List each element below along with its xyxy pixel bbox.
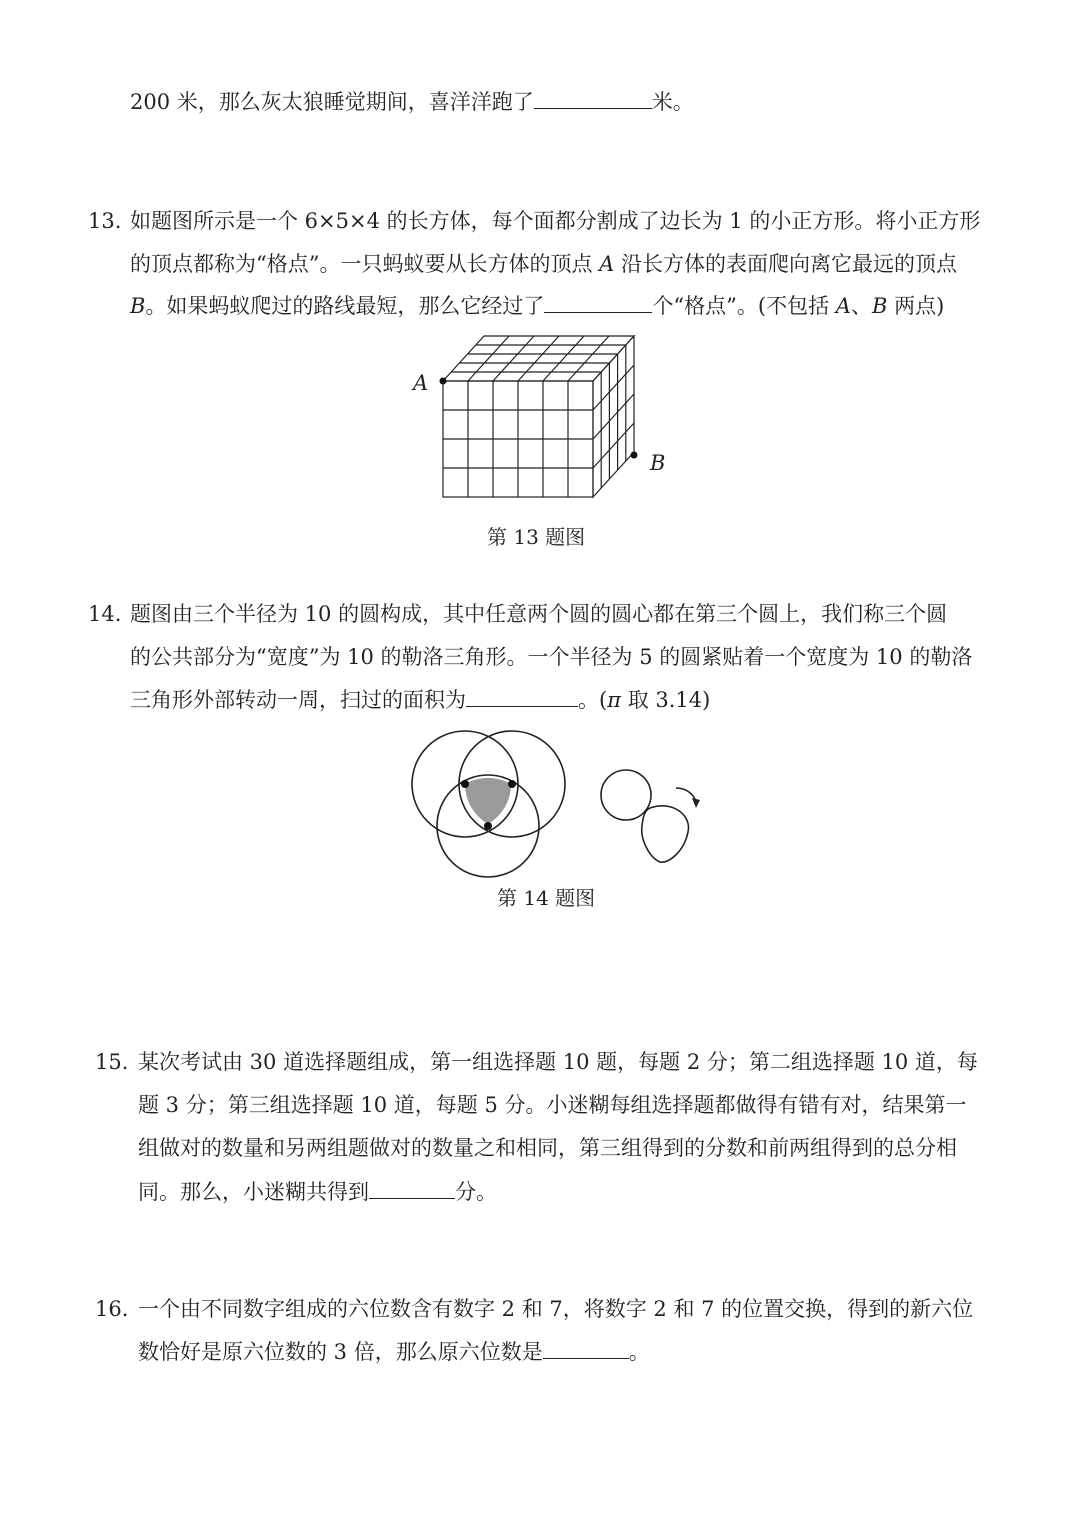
q13-caption: 第 13 题图	[487, 525, 586, 549]
q13-line-2-pre: 的顶点都称为“格点”。一只蚂蚁要从长方体的顶点	[130, 252, 600, 276]
q14-line-1: 题图由三个半径为 10 的圆构成，其中任意两个圆的圆心都在第三个圆上，我们称三个圆	[130, 602, 948, 626]
center-dot-bottom	[484, 822, 492, 830]
q13-line-3-mid: 个“格点”。(不包括	[652, 294, 836, 318]
point-B-dot	[631, 452, 638, 459]
q14-caption: 第 14 题图	[497, 886, 596, 910]
q15-number: 15.	[95, 1050, 129, 1074]
reuleaux-top-arc	[465, 778, 511, 784]
q13-cuboid-figure	[400, 330, 700, 510]
q12-text-line	[130, 88, 694, 116]
q15-line-4	[138, 1178, 497, 1206]
q16-line-2-post: 。	[628, 1340, 650, 1364]
q14-line-2: 的公共部分为“宽度”为 10 的勒洛三角形。一个半径为 5 的圆紧贴着一个宽度为 10 的勒洛	[130, 645, 973, 669]
q13-line-2	[130, 250, 957, 278]
q16-line-2	[138, 1338, 650, 1366]
q15-line-3: 组做对的数量和另两组题做对的数量之和相同，第三组得到的分数和前两组得到的总分相	[138, 1136, 957, 1160]
q13-line-2-A: A	[599, 252, 615, 276]
q14-line-3-pre: 三角形外部转动一周，扫过的面积为	[130, 688, 466, 712]
point-A-dot	[440, 378, 447, 385]
q13-line-3-B2: B	[871, 294, 888, 318]
q13-line-3-end: 两点)	[887, 294, 945, 318]
q16-line-2-pre: 数恰好是原六位数的 3 倍，那么原六位数是	[138, 1340, 543, 1364]
q15-line-1: 某次考试由 30 道选择题组成，第一组选择题 10 题，每题 2 分；第二组选择题 10 道，每	[138, 1050, 978, 1074]
q12-text-post: 米。	[651, 90, 694, 114]
q14-line-3-pi: π	[607, 688, 622, 712]
q15-line-2: 题 3 分；第三组选择题 10 道，每题 5 分。小迷糊每组选择题都做得有错有对，结果第一	[138, 1093, 967, 1117]
q13-line-1: 如题图所示是一个 6×5×4 的长方体，每个面都分割成了边长为 1 的小正方形。将小正方形	[130, 209, 981, 233]
q13-line-3-A: A	[835, 294, 851, 318]
cuboid-top-face	[443, 336, 634, 381]
q13-line-3	[130, 292, 944, 320]
q13-line-3-B: B	[130, 294, 146, 318]
q14-line-3-post: 取 3.14)	[621, 688, 711, 712]
center-dot-left	[461, 780, 469, 788]
q16-line-1: 一个由不同数字组成的六位数含有数字 2 和 7，将数字 2 和 7 的位置交换，得到的新六位	[138, 1297, 974, 1321]
q13-line-3-pre: 。如果蚂蚁爬过的路线最短，那么它经过了	[145, 294, 545, 318]
q15-answer-blank[interactable]	[369, 1178, 455, 1199]
q16-answer-blank[interactable]	[543, 1338, 629, 1359]
q15-line-4-pre: 同。那么，小迷糊共得到	[138, 1180, 369, 1204]
q14-line-3	[130, 686, 710, 714]
q14-circles-figure	[400, 730, 720, 890]
q16-number: 16.	[95, 1297, 129, 1321]
center-dot-right	[508, 780, 516, 788]
rotation-arrowhead-icon	[692, 798, 700, 808]
q13-line-3-sep: 、	[850, 294, 872, 318]
q13-line-2-post: 沿长方体的表面爬向离它最远的顶点	[614, 252, 958, 276]
q14-line-3-paren: 。(	[578, 688, 608, 712]
q12-answer-blank[interactable]	[534, 88, 652, 109]
cuboid-front-face	[443, 381, 593, 497]
q13-label-B: B	[650, 451, 666, 475]
q15-line-4-post: 分。	[455, 1180, 497, 1204]
q13-answer-blank[interactable]	[544, 292, 652, 313]
q14-answer-blank[interactable]	[466, 686, 578, 707]
small-reuleaux-triangle	[642, 806, 689, 862]
q13-number: 13.	[88, 209, 122, 233]
small-rolling-circle	[601, 770, 651, 820]
q12-text-pre: 200 米，那么灰太狼睡觉期间，喜洋洋跑了	[130, 90, 534, 114]
q13-label-A: A	[413, 371, 429, 395]
q14-number: 14.	[88, 602, 122, 626]
cuboid-side-face	[593, 336, 634, 497]
